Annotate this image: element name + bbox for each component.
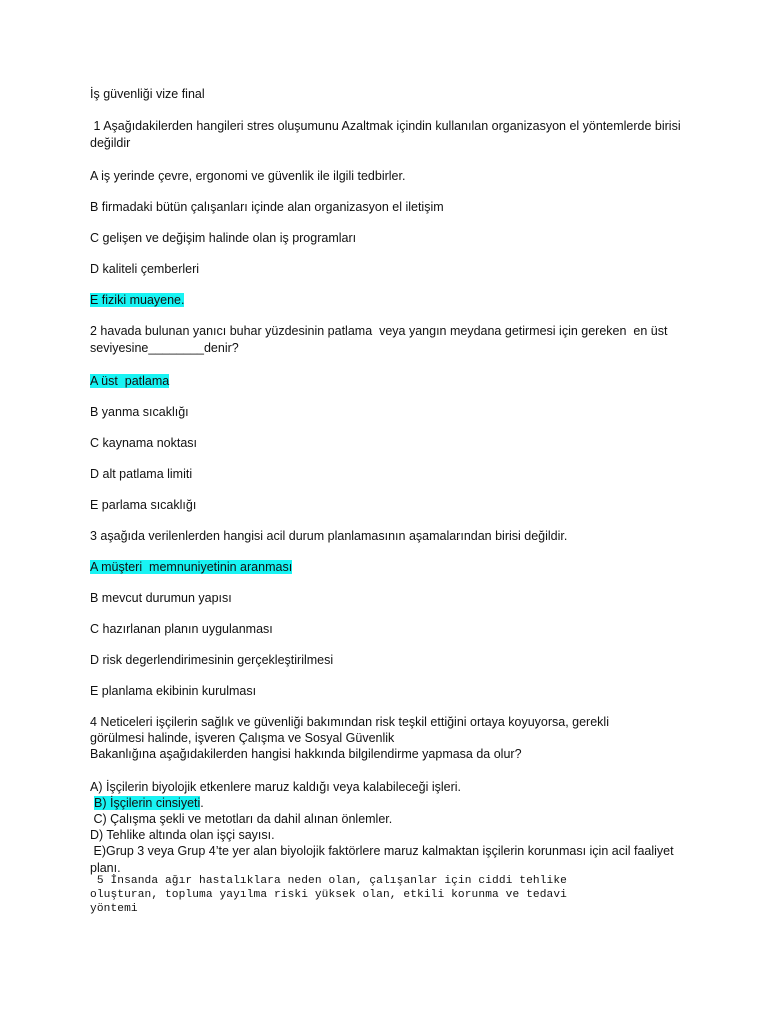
q1-option-a: A iş yerinde çevre, ergonomi ve güvenlik ile ilgili tedbirler.	[90, 169, 406, 183]
q2-option-b: B yanma sıcaklığı	[90, 405, 189, 419]
q4-answer-highlight: B) İşçilerin cinsiyeti	[94, 796, 201, 810]
q2-option-d: D alt patlama limiti	[90, 467, 193, 481]
question-4-line-1: 4 Neticeleri işçilerin sağlık ve güvenliği bakımından risk teşkil ettiğini ortaya koyuyorsa, gerekli	[90, 715, 609, 729]
question-3: 3 aşağıda verilenlerden hangisi acil durum planlamasının aşamalarından birisi değildir.	[90, 529, 568, 543]
document-title: İş güvenliği vize final	[90, 87, 205, 101]
q2-option-e: E parlama sıcaklığı	[90, 498, 197, 512]
q4-option-c: C) Çalışma şekli ve metotları da dahil alınan önlemler.	[90, 812, 393, 826]
question-5-line-3: yöntemi	[90, 903, 138, 915]
q3-option-d: D risk degerlendirimesinin gerçekleştirilmesi	[90, 653, 334, 667]
q4-option-b-answer	[90, 795, 690, 812]
q1-option-e-answer	[90, 292, 690, 309]
question-1: 1 Aşağıdakilerden hangileri stres oluşumunu Azaltmak içindin kullanılan organizasyon el yöntemlerde birisi değildir	[90, 119, 685, 150]
q1-option-c: C gelişen ve değişim halinde olan iş programları	[90, 231, 357, 245]
q1-option-d: D kaliteli çemberleri	[90, 262, 200, 276]
q1-option-b: B firmadaki bütün çalışanları içinde alan organizasyon el iletişim	[90, 200, 444, 214]
q2-option-a-answer	[90, 373, 690, 390]
q4-answer-period: .	[200, 796, 204, 810]
question-4-line-2: görülmesi halinde, işveren Çalışma ve Sosyal Güvenlik	[90, 731, 395, 745]
question-2: 2 havada bulunan yanıcı buhar yüzdesinin patlama veya yangın meydana getirmesi için gereken en üst seviyesine________denir?	[90, 324, 671, 355]
q3-option-e: E planlama ekibinin kurulması	[90, 684, 257, 698]
q2-option-c: C kaynama noktası	[90, 436, 197, 450]
q2-answer-highlight: A üst patlama	[90, 374, 170, 388]
q4-option-d: D) Tehlike altında olan işçi sayısı.	[90, 828, 275, 842]
q3-option-b: B mevcut durumun yapısı	[90, 591, 232, 605]
question-5-line-2: oluşturan, topluma yayılma riski yüksek olan, etkili korunma ve tedavi	[90, 889, 567, 901]
q4-option-a: A) İşçilerin biyolojik etkenlere maruz kaldığı veya kalabileceği işleri.	[90, 780, 461, 794]
q1-answer-highlight: E fiziki muayene.	[90, 293, 185, 307]
q4-option-e: E)Grup 3 veya Grup 4’te yer alan biyolojik faktörlere maruz kalmaktan işçilerin korunması için acil faaliyet planı.	[90, 844, 678, 875]
q3-option-a-answer	[90, 559, 690, 576]
question-4-line-3: Bakanlığına aşağıdakilerden hangisi hakkında bilgilendirme yapmasa da olur?	[90, 747, 522, 761]
question-5-line-1: 5 İnsanda ağır hastalıklara neden olan, çalışanlar için ciddi tehlike	[90, 875, 567, 887]
q3-option-c: C hazırlanan planın uygulanması	[90, 622, 273, 636]
q3-answer-highlight: A müşteri memnuniyetinin aranması	[90, 560, 293, 574]
